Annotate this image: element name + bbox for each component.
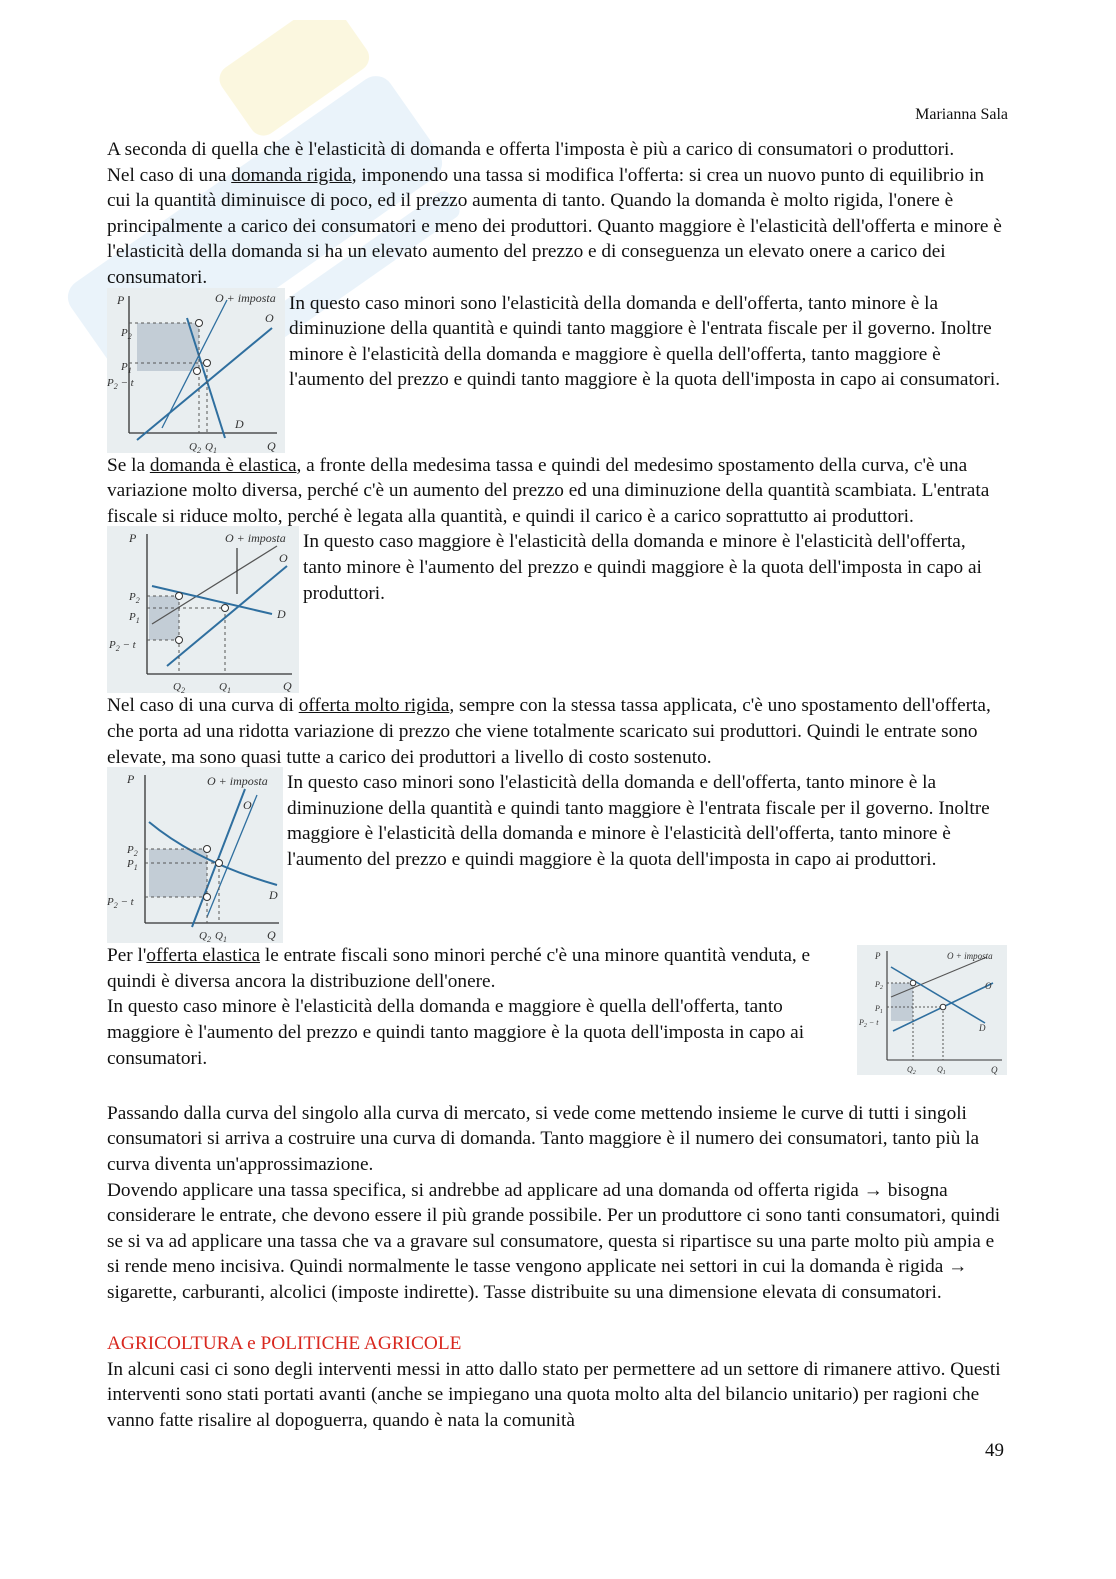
label-d: D (269, 888, 278, 903)
paragraph-offerta-rigida (107, 693, 1007, 770)
axis-label-p: P (875, 951, 881, 962)
label-q1-sub: 1 (226, 686, 231, 694)
paragraph-text: , sempre con la stessa tassa applicata, c'è uno spostamento dell'offerta, che porta ad una ridotta variazione di prezzo che viene totalmente scaricato sui produttori. Quindi le entrate sono elevate, ma sono quasi tutte a carico dei produttori a livello di costo sostenuto. (107, 695, 991, 768)
label-p1-sub: 1 (127, 365, 132, 375)
paragraph-lead: Per l' (107, 945, 147, 967)
label-d: D (979, 1023, 986, 1034)
label-p1-sub: 1 (879, 1009, 883, 1016)
author-name: Marianna Sala (915, 106, 1008, 123)
label-p2t-sub: 2 (113, 901, 118, 911)
paragraph-agricoltura: In alcuni casi ci sono degli interventi messi in atto dallo stato per permettere ad un settore di rimanere attivo. Questi interventi sono stati portati avanti (anche se impiegano una quota molto alta del bilancio unitario) per ragioni che vanno fatte risalire al dopoguerra, quando è nata la comunità (107, 1358, 1001, 1431)
paragraph-offerta-elastica-b: In questo caso minore è l'elasticità della domanda e maggiore è quella dell'offerta, tanto maggiore è l'aumento del prezzo e quindi tanto maggiore è la quota dell'imposta in capo ai consumatori. (107, 996, 805, 1069)
label-d: D (235, 416, 244, 431)
svg-text:Q2 (907, 1065, 916, 1075)
svg-text:Q1 (219, 681, 231, 693)
label-p2t-suffix: − t (119, 639, 136, 652)
label-q2-sub: 2 (196, 445, 201, 453)
paragraph-tassa-specifica: Dovendo applicare una tassa specifica, si andrebbe ad applicare ad una domanda od offerta rigida → bisogna considerare le entrate, che devono essere il più grande possibile. Per un produttore ci sono tanti consumatori, quindi se si va ad applicare una tassa che va a gravare sul consumatore, questa si ripartisce su una parte molto più ampia e si rende meno incisiva. Quindi normalmente le tasse vengono applicate nei settori in cui la domanda è rigida → sigarette, carburanti, alcolici (imposte indirette). Tasse distribuite su una dimensione elevata di consumatori. (107, 1179, 1001, 1303)
document-body (107, 137, 1007, 1433)
label-o: O (243, 798, 252, 813)
paragraph-curva-mercato: Passando dalla curva del singolo alla curva di mercato, si vede come mettendo insieme le curve di tutti i singoli consumatori si arriva a costruire una curva di domanda. Tanto maggiore è il numero dei consumatori, tanto più la curva diventa un'approssimazione. (107, 1102, 980, 1175)
label-q2: Q (189, 440, 197, 453)
paragraph-domanda-elastica (107, 453, 1007, 530)
label-q1: Q (215, 930, 223, 943)
svg-text:P2 − t (107, 896, 135, 910)
figure-offerta-rigida (107, 767, 283, 943)
term-domanda-elastica: domanda è elastica (149, 454, 297, 476)
axis-label-p: P (127, 772, 135, 787)
paragraph-domanda-elastica-b: In questo caso maggiore è l'elasticità della domanda e minore è l'elasticità dell'offerta, tanto minore è l'aumento del prezzo e quindi maggiore è la quota dell'imposta in capo ai produttori. (303, 531, 982, 604)
label-q1-sub: 1 (212, 445, 217, 453)
label-p2t-sub: 2 (113, 381, 118, 391)
svg-text:P1 (128, 611, 140, 625)
label-q1: Q (937, 1065, 943, 1075)
axis-label-q: Q (283, 679, 292, 694)
label-q2: Q (907, 1065, 913, 1075)
term-offerta-rigida: offerta molto rigida (298, 695, 450, 717)
label-p2t: P (107, 376, 114, 389)
label-p2: P (121, 326, 128, 339)
paragraph-text: , a fronte della medesima tassa e quindi del medesimo spostamento della curva, c'è una variazione molto diversa, perché c'è un aumento del prezzo ed una diminuzione della quantità scambiata. L'entrata fiscale si riduce molto, perché è legata alla quantità, e quindi il carico è a carico soprattutto ai produttori. (107, 454, 990, 527)
label-p1: P (875, 1004, 880, 1014)
label-o: O (279, 551, 288, 566)
label-p2: P (127, 844, 134, 857)
intro-paragraph: A seconda di quella che è l'elasticità di domanda e offerta l'imposta è più a carico di consumatori o produttori. (107, 139, 955, 160)
label-p2t-sub: 2 (863, 1023, 867, 1030)
label-p2-sub: 2 (135, 596, 140, 606)
term-domanda-rigida: domanda rigida (231, 164, 352, 186)
axis-label-q: Q (991, 1065, 998, 1076)
label-q1: Q (219, 681, 227, 694)
label-o-tax: O + imposta (215, 290, 276, 305)
svg-text:P1 (874, 1004, 883, 1015)
label-p2t: P (109, 639, 116, 652)
label-p2t-suffix: − t (866, 1018, 879, 1028)
label-q1-sub: 1 (222, 935, 227, 944)
svg-text:P2 − t (108, 639, 137, 653)
label-o-tax: O + imposta (207, 774, 268, 789)
paragraph-text: le entrate fiscali sono minori perché c'è una minore quantità venduta, e quindi è diversa ancora la distribuzione dell'onere. (107, 945, 811, 992)
axis-label-q: Q (267, 928, 276, 943)
paragraph-offerta-rigida-b: In questo caso minori sono l'elasticità della domanda e dell'offerta, tanto minore è la diminuzione della quantità e quindi tanto maggiore è l'entrata fiscale per il governo. Inoltre maggiore è l'elasticità della domanda e minore è l'elasticità dell'offerta, tanto minore è l'aumento del prezzo e quindi maggiore è la quota dell'imposta in capo ai produttori. (287, 772, 990, 870)
label-p1: P (127, 858, 134, 871)
paragraph-text: , imponendo una tassa si modifica l'offerta: si crea un nuovo punto di equilibrio in cui la quantità diminuisce di poco, ed il prezzo aumenta di tanto. Quando la domanda è molto rigida, l'onere è principalmente a carico dei consumatori e meno dei produttori. Quanto maggiore è l'elasticità dell'offerta e minore è l'elasticità della domanda si ha un elevato aumento del prezzo e di conseguenza un elevato onere a carico dei consumatori. (107, 164, 1002, 288)
label-d: D (277, 607, 286, 622)
label-q2: Q (173, 681, 181, 694)
svg-text:Q2 (189, 441, 201, 453)
paragraph-lead: Se la (107, 454, 150, 476)
label-q2-sub: 2 (912, 1070, 916, 1076)
label-p1: P (129, 611, 136, 624)
svg-text:Q2 (199, 930, 211, 943)
svg-text:P2 (128, 591, 140, 605)
label-q2: Q (199, 930, 207, 943)
label-o: O (265, 310, 274, 325)
label-p2: P (875, 980, 880, 990)
label-p2t-suffix: − t (117, 896, 134, 909)
svg-text:Q2 (173, 681, 185, 693)
figure-domanda-rigida (107, 288, 285, 453)
label-q1-sub: 1 (942, 1070, 946, 1076)
svg-text:P2 (120, 327, 132, 341)
label-p1-sub: 1 (133, 863, 138, 873)
label-p1-sub: 1 (135, 616, 140, 626)
section-heading: AGRICOLTURA e POLITICHE AGRICOLE (107, 1333, 462, 1355)
paragraph-domanda-rigida-b: In questo caso minori sono l'elasticità della domanda e dell'offerta, tanto minore è la diminuzione della quantità e quindi tanto maggiore è l'entrata fiscale per il governo. Inoltre minore è l'elasticità della domanda e maggiore è quella dell'offerta, tanto maggiore è l'aumento del prezzo e quindi tanto maggiore è la quota dell'imposta in capo ai consumatori. (289, 292, 1001, 391)
figure-domanda-elastica (107, 526, 299, 693)
label-p2t: P (859, 1018, 864, 1028)
axis-label-q: Q (267, 438, 276, 453)
label-p2t-sub: 2 (115, 644, 120, 654)
label-p2-sub: 2 (879, 985, 883, 992)
axis-label-p: P (117, 292, 125, 307)
svg-text:P2 − t (858, 1018, 879, 1029)
label-o-tax: O + imposta (225, 531, 286, 546)
label-p1: P (121, 360, 128, 373)
svg-text:Q1 (205, 441, 217, 453)
label-p2: P (129, 591, 136, 604)
paragraph-lead: Nel caso di una curva di (107, 695, 299, 717)
page-number: 49 (985, 1440, 1004, 1461)
term-offerta-elastica: offerta elastica (146, 945, 261, 967)
label-q2-sub: 2 (206, 935, 211, 944)
svg-text:Q1 (215, 930, 227, 943)
figure-offerta-elastica (857, 945, 1007, 1075)
svg-text:P2 (874, 980, 883, 991)
label-o: O (985, 981, 992, 992)
svg-text:Q1 (937, 1065, 946, 1075)
label-q2-sub: 2 (180, 686, 185, 694)
axis-label-p: P (129, 531, 137, 546)
paragraph-domanda-rigida (107, 163, 1007, 291)
label-q1: Q (205, 440, 213, 453)
paragraph-lead: Nel caso di una (107, 164, 232, 186)
label-p2t: P (107, 896, 114, 909)
label-p2t-suffix: − t (117, 376, 134, 389)
label-p2-sub: 2 (127, 331, 132, 341)
label-o-tax: O + imposta (947, 951, 993, 962)
svg-text:P2 (126, 844, 138, 858)
label-p2-sub: 2 (133, 849, 138, 859)
svg-text:P1 (126, 858, 138, 872)
svg-text:P2 − t (107, 377, 135, 391)
